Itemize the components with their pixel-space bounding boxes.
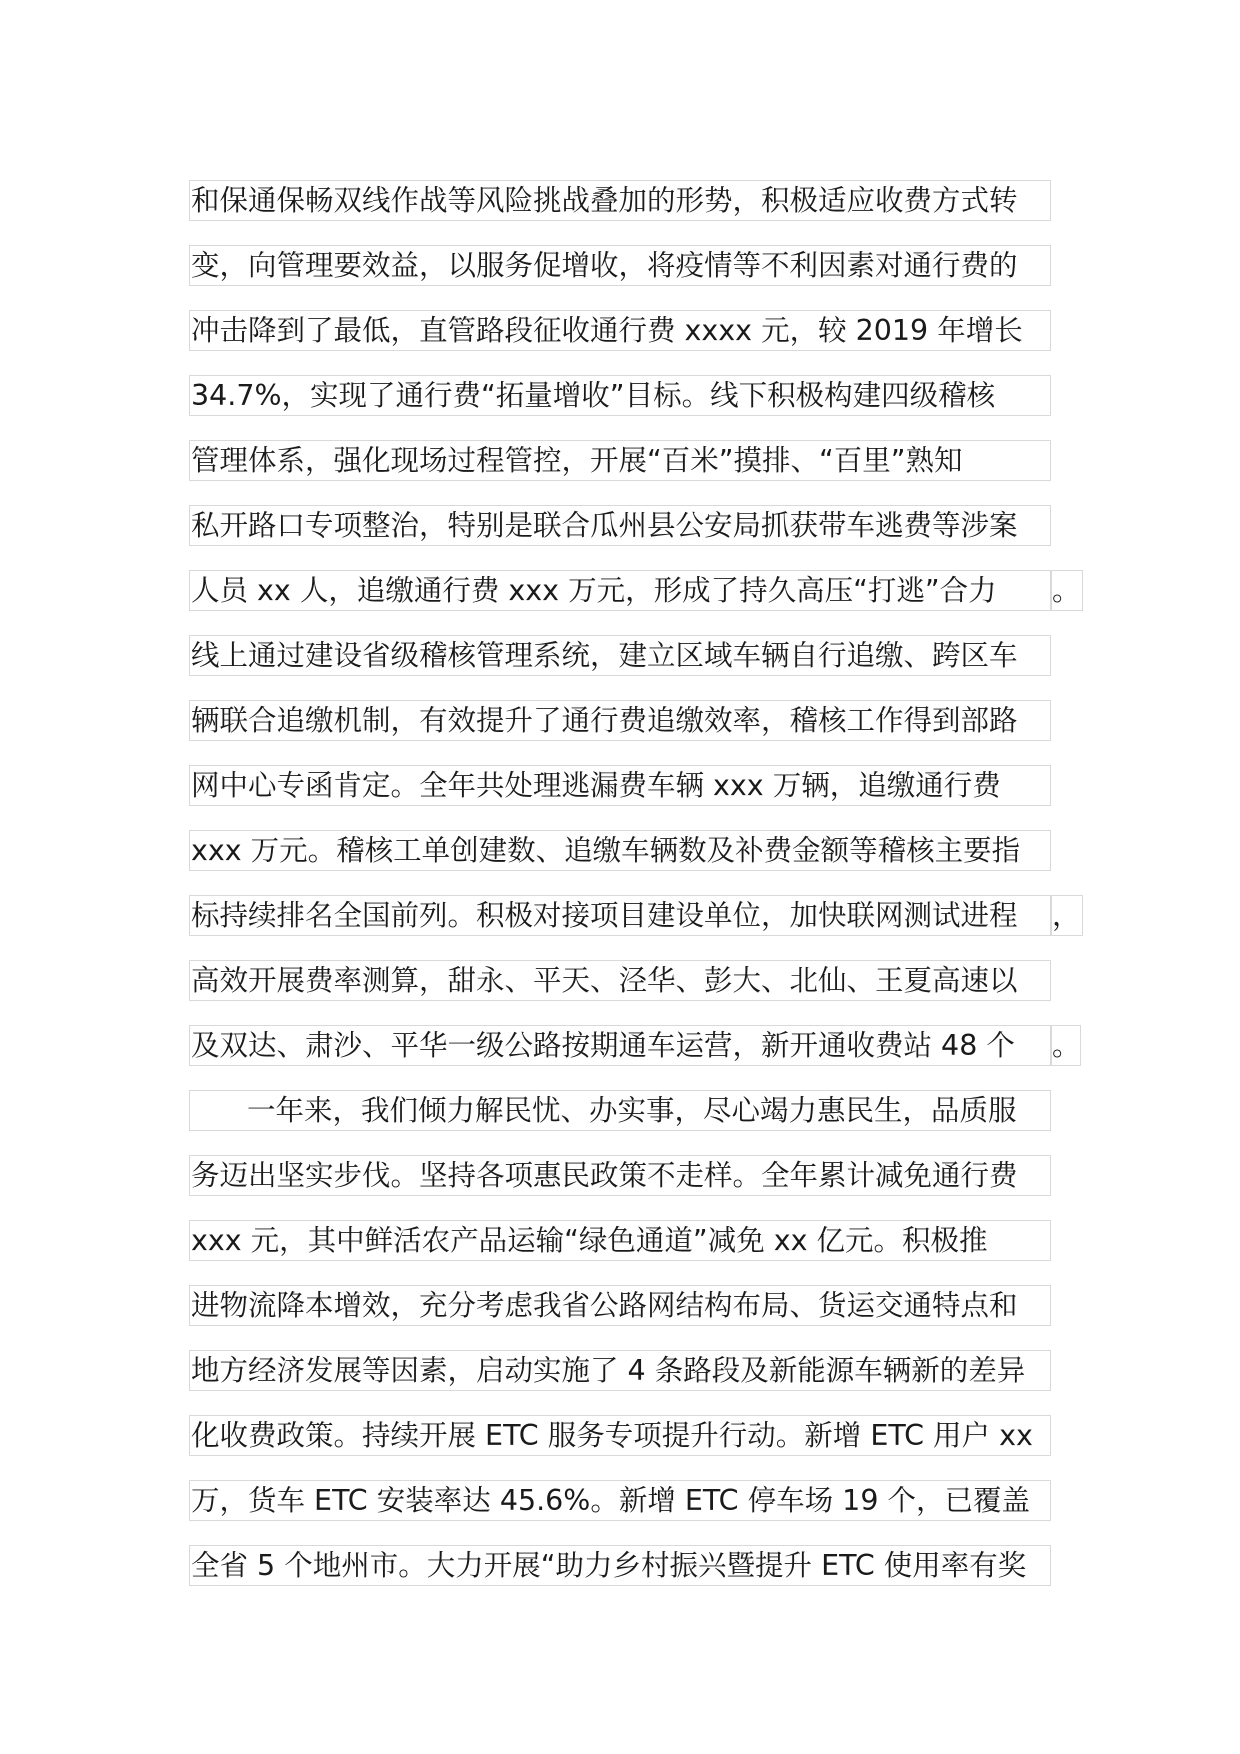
text-line xyxy=(189,298,1069,363)
line-text: 人员 xx 人，追缴通行费 xxx 万元，形成了持久高压“打逃”合力 xyxy=(191,574,997,607)
text-line xyxy=(189,493,1069,558)
line-text: 冲击降到了最低，直管路段征收通行费 xxxx 元，较 2019 年增长 xyxy=(191,314,1023,347)
overflow-punctuation: 。 xyxy=(1051,570,1083,611)
text-line-paragraph-start xyxy=(189,1078,1069,1143)
line-text: 及双达、肃沙、平华一级公路按期通车运营，新开通收费站 48 个 xyxy=(191,1029,1015,1062)
line-text: 34.7%，实现了通行费“拓量增收”目标。线下积极构建四级稽核 xyxy=(191,379,996,412)
line-text: 一年来，我们倾力解民忧、办实事，尽心竭力惠民生，品质服 xyxy=(247,1094,1017,1127)
text-line xyxy=(189,688,1069,753)
text-line xyxy=(189,948,1069,1013)
text-line xyxy=(189,883,1081,948)
text-line xyxy=(189,1468,1069,1533)
text-line xyxy=(189,1533,1069,1598)
text-line xyxy=(189,428,1069,493)
line-text: 地方经济发展等因素，启动实施了 4 条路段及新能源车辆新的差异 xyxy=(191,1354,1026,1387)
line-text: 全省 5 个地州市。大力开展“助力乡村振兴暨提升 ETC 使用率有奖 xyxy=(191,1549,1027,1582)
line-text: 高效开展费率测算，甜永、平天、泾华、彭大、北仙、王夏高速以 xyxy=(191,964,1018,997)
document-body xyxy=(189,168,1081,1598)
text-line xyxy=(189,1403,1069,1468)
line-text: 化收费政策。持续开展 ETC 服务专项提升行动。新增 ETC 用户 xx xyxy=(191,1419,1033,1452)
line-text: 管理体系，强化现场过程管控，开展“百米”摸排、“百里”熟知 xyxy=(191,444,963,477)
line-text: 万，货车 ETC 安装率达 45.6%。新增 ETC 停车场 19 个，已覆盖 xyxy=(191,1484,1031,1517)
text-line xyxy=(189,1208,1069,1273)
text-line xyxy=(189,363,1069,428)
line-text: 网中心专函肯定。全年共处理逃漏费车辆 xxx 万辆，追缴通行费 xyxy=(191,769,1001,802)
line-text: 标持续排名全国前列。积极对接项目建设单位，加快联网测试进程 xyxy=(191,899,1018,932)
line-text: 进物流降本增效，充分考虑我省公路网结构布局、货运交通特点和 xyxy=(191,1289,1018,1322)
text-line xyxy=(189,1273,1069,1338)
line-text: 务迈出坚实步伐。坚持各项惠民政策不走样。全年累计减免通行费 xyxy=(191,1159,1018,1192)
line-text: 私开路口专项整治，特别是联合瓜州县公安局抓获带车逃费等涉案 xyxy=(191,509,1018,542)
text-line xyxy=(189,1338,1069,1403)
text-line xyxy=(189,1143,1069,1208)
text-line xyxy=(189,1013,1081,1078)
overflow-punctuation: ， xyxy=(1051,895,1083,936)
line-text: 变，向管理要效益，以服务促增收，将疫情等不利因素对通行费的 xyxy=(191,249,1018,282)
line-text: 辆联合追缴机制，有效提升了通行费追缴效率，稽核工作得到部路 xyxy=(191,704,1018,737)
line-text: xxx 万元。稽核工单创建数、追缴车辆数及补费金额等稽核主要指 xyxy=(191,834,1021,867)
text-line xyxy=(189,233,1069,298)
text-line xyxy=(189,168,1069,233)
line-text: xxx 元，其中鲜活农产品运输“绿色通道”减免 xx 亿元。积极推 xyxy=(191,1224,988,1257)
text-line xyxy=(189,753,1069,818)
text-line xyxy=(189,558,1081,623)
text-line xyxy=(189,818,1069,883)
text-line xyxy=(189,623,1069,688)
line-text: 和保通保畅双线作战等风险挑战叠加的形势，积极适应收费方式转 xyxy=(191,184,1018,217)
overflow-punctuation: 。 xyxy=(1051,1025,1081,1066)
line-text: 线上通过建设省级稽核管理系统，建立区域车辆自行追缴、跨区车 xyxy=(191,639,1018,672)
